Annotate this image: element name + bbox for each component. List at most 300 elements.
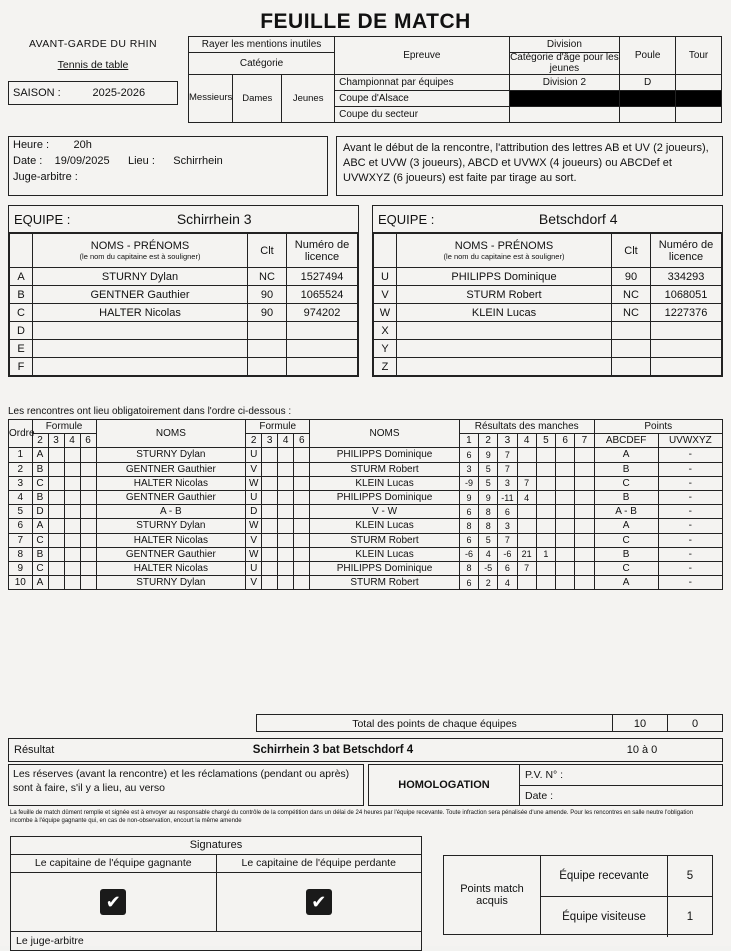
match-fa3-1[interactable] [64,462,80,476]
rayer-label: Rayer les mentions inutiles [189,37,335,53]
match-home-0[interactable]: STURNY Dylan [96,448,246,462]
match-away-0[interactable]: PHILIPPS Dominique [310,448,460,462]
match-away-1[interactable]: STURM Robert [310,462,460,476]
match-set4-7[interactable]: 21 [517,547,536,561]
match-set5-4[interactable] [536,505,555,519]
match-away-3[interactable]: PHILIPPS Dominique [310,490,460,504]
match-fb3-0[interactable] [278,448,294,462]
poule-empty [620,107,676,123]
table-row [541,856,712,897]
match-pb-4[interactable]: - [658,505,722,519]
match-away-5[interactable]: KLEIN Lucas [310,519,460,533]
messieurs-cell[interactable]: Messieurs [189,75,233,123]
match-set1-5[interactable]: 8 [459,519,478,533]
home-row-licence-5[interactable] [287,358,358,376]
match-home-7[interactable]: GENTNER Gauthier [96,547,246,561]
match-fb-4[interactable]: D [246,505,262,519]
match-set1-2[interactable]: -9 [459,476,478,490]
home-row-player-3[interactable] [33,322,248,340]
match-set4-1[interactable] [517,462,536,476]
noms-away-header: NOMS [310,420,460,448]
match-set6-7[interactable] [556,547,575,561]
match-set7-2[interactable] [575,476,594,490]
home-row-licence-4[interactable] [287,340,358,358]
page-title: FEUILLE DE MATCH [260,10,471,33]
match-home-9[interactable]: STURNY Dylan [96,576,246,590]
match-set4-9[interactable] [517,576,536,590]
tour-value[interactable] [676,75,722,91]
table-row [374,268,722,286]
match-set1-4[interactable]: 6 [459,505,478,519]
match-set3-4[interactable]: 6 [498,505,517,519]
match-set1-0[interactable]: 6 [459,448,478,462]
heure-value[interactable]: 20h [73,139,92,151]
match-fa3-5[interactable] [64,519,80,533]
match-set3-8[interactable]: 6 [498,561,517,575]
match-set7-0[interactable] [575,448,594,462]
match-set2-7[interactable]: 4 [479,547,498,561]
match-pb-9[interactable]: - [658,576,722,590]
match-away-4[interactable]: V - W [310,505,460,519]
points-away-value[interactable]: 1 [667,897,712,937]
match-fa-9[interactable]: A [32,576,48,590]
match-fb-3[interactable]: U [246,490,262,504]
home-names-header [33,234,248,268]
manche-col-5: 5 [536,434,555,448]
match-fb2-8[interactable] [262,561,278,575]
match-set3-9[interactable]: 4 [498,576,517,590]
match-fb-5[interactable]: W [246,519,262,533]
match-fb4-0[interactable] [294,448,310,462]
totals-section [8,714,723,732]
match-pb-0[interactable]: - [658,448,722,462]
home-team-block [8,205,359,377]
match-set5-8[interactable] [536,561,555,575]
match-fb2-0[interactable] [262,448,278,462]
match-fb4-6[interactable] [294,533,310,547]
home-row-player-5[interactable] [33,358,248,376]
formule-home-col-1: 3 [48,434,64,448]
match-fb4-5[interactable] [294,519,310,533]
lieu-value[interactable]: Schirrhein [173,155,223,167]
match-fb2-3[interactable] [262,490,278,504]
match-fb2-6[interactable] [262,533,278,547]
match-pa-5[interactable]: A [594,519,658,533]
order-note: Les rencontres ont lieu obligatoirement dans l'ordre ci-dessous : [8,406,292,417]
away-row-clt-5[interactable] [612,358,651,376]
match-pa-4[interactable]: A - B [594,505,658,519]
home-row-player-1[interactable]: GENTNER Gauthier [33,286,248,304]
match-fa-5[interactable]: A [32,519,48,533]
match-set7-6[interactable] [575,533,594,547]
match-fb2-2[interactable] [262,476,278,490]
result-box [8,738,723,762]
away-row-licence-2[interactable]: 1227376 [651,304,722,322]
match-fa2-7[interactable] [48,547,64,561]
home-row-licence-2[interactable]: 974202 [287,304,358,322]
match-pb-1[interactable]: - [658,462,722,476]
home-names-title: NOMS - PRÉNOMS [90,240,190,252]
match-set3-1[interactable]: 7 [498,462,517,476]
match-fb2-5[interactable] [262,519,278,533]
match-home-1[interactable]: GENTNER Gauthier [96,462,246,476]
home-row-clt-2[interactable]: 90 [248,304,287,322]
match-home-5[interactable]: STURNY Dylan [96,519,246,533]
match-set7-8[interactable] [575,561,594,575]
match-set4-5[interactable] [517,519,536,533]
match-pa-6[interactable]: C [594,533,658,547]
epreuve-item-1[interactable]: Coupe d'Alsace [335,91,509,107]
away-row-clt-2[interactable]: NC [612,304,651,322]
match-fa4-6[interactable] [80,533,96,547]
match-set4-2[interactable]: 7 [517,476,536,490]
match-set4-0[interactable] [517,448,536,462]
ordre-header: Ordre [9,420,33,448]
match-pb-5[interactable]: - [658,519,722,533]
match-set2-0[interactable]: 9 [479,448,498,462]
match-set4-4[interactable] [517,505,536,519]
match-fb-9[interactable]: V [246,576,262,590]
match-fa4-4[interactable] [80,505,96,519]
match-fa-8[interactable]: C [32,561,48,575]
match-fb4-3[interactable] [294,490,310,504]
away-team-label: EQUIPE : [378,211,435,227]
match-away-2[interactable]: KLEIN Lucas [310,476,460,490]
match-set3-2[interactable]: 3 [498,476,517,490]
match-pb-3[interactable]: - [658,490,722,504]
teams-section [8,205,723,377]
match-fa3-2[interactable] [64,476,80,490]
match-pa-1[interactable]: B [594,462,658,476]
match-fb3-7[interactable] [278,547,294,561]
match-pa-7[interactable]: B [594,547,658,561]
match-set7-9[interactable] [575,576,594,590]
match-fa2-6[interactable] [48,533,64,547]
away-row-licence-3[interactable] [651,322,722,340]
match-fb4-7[interactable] [294,547,310,561]
match-set4-8[interactable]: 7 [517,561,536,575]
home-names-sub: (le nom du capitaine est à souligner) [79,252,201,261]
match-set5-7[interactable]: 1 [536,547,555,561]
match-ord-4: 5 [9,505,33,519]
match-fb2-9[interactable] [262,576,278,590]
match-fb3-8[interactable] [278,561,294,575]
away-row-player-0[interactable]: PHILIPPS Dominique [397,268,612,286]
match-fa4-8[interactable] [80,561,96,575]
match-set1-6[interactable]: 6 [459,533,478,547]
match-set3-5[interactable]: 3 [498,519,517,533]
meta-left [8,136,328,196]
match-fb3-9[interactable] [278,576,294,590]
home-row-player-0[interactable]: STURNY Dylan [33,268,248,286]
match-set7-3[interactable] [575,490,594,504]
home-clt-header: Clt [248,234,287,268]
match-set1-3[interactable]: 9 [459,490,478,504]
match-set5-3[interactable] [536,490,555,504]
match-pa-0[interactable]: A [594,448,658,462]
match-fa2-0[interactable] [48,448,64,462]
match-fa3-0[interactable] [64,448,80,462]
home-row-player-4[interactable] [33,340,248,358]
match-home-2[interactable]: HALTER Nicolas [96,476,246,490]
match-set5-2[interactable] [536,476,555,490]
match-fb2-4[interactable] [262,505,278,519]
manche-col-3: 3 [498,434,517,448]
match-set4-3[interactable]: 4 [517,490,536,504]
home-row-clt-3[interactable] [248,322,287,340]
season-label: SAISON : [13,87,61,99]
jeunes-cell[interactable]: Jeunes [282,75,335,123]
match-set6-5[interactable] [556,519,575,533]
away-row-licence-4[interactable] [651,340,722,358]
match-set1-1[interactable]: 3 [459,462,478,476]
home-row-clt-4[interactable] [248,340,287,358]
match-fb-8[interactable]: U [246,561,262,575]
match-set1-8[interactable]: 8 [459,561,478,575]
away-team-block [372,205,723,377]
match-fb-2[interactable]: W [246,476,262,490]
match-set1-9[interactable]: 6 [459,576,478,590]
pv-number-field[interactable]: P.V. N° : [520,765,722,786]
away-row-clt-3[interactable] [612,322,651,340]
match-set2-3[interactable]: 9 [479,490,498,504]
match-fa3-6[interactable] [64,533,80,547]
match-fa2-5[interactable] [48,519,64,533]
away-row-player-2[interactable]: KLEIN Lucas [397,304,612,322]
match-home-8[interactable]: HALTER Nicolas [96,561,246,575]
match-set6-1[interactable] [556,462,575,476]
match-fb-0[interactable]: U [246,448,262,462]
match-fb-7[interactable]: W [246,547,262,561]
match-fb2-7[interactable] [262,547,278,561]
match-fa4-3[interactable] [80,490,96,504]
table-row [10,304,358,322]
match-fa2-8[interactable] [48,561,64,575]
home-row-licence-1[interactable]: 1065524 [287,286,358,304]
match-fb-1[interactable]: V [246,462,262,476]
match-pb-6[interactable]: - [658,533,722,547]
match-fa4-1[interactable] [80,462,96,476]
manche-col-4: 4 [517,434,536,448]
home-team-label: EQUIPE : [14,211,71,227]
juge-row [9,169,327,185]
match-set5-5[interactable] [536,519,555,533]
home-row-licence-0[interactable]: 1527494 [287,268,358,286]
club-name: AVANT-GARDE DU RHIN [29,38,157,50]
table-row [10,322,358,340]
home-row-clt-0[interactable]: NC [248,268,287,286]
away-row-clt-4[interactable] [612,340,651,358]
competition-grid [188,36,722,123]
table-row [374,358,722,376]
home-team-header [9,206,358,233]
match-set2-8[interactable]: -5 [479,561,498,575]
away-row-player-3[interactable] [397,322,612,340]
manche-col-2: 2 [479,434,498,448]
match-home-6[interactable]: HALTER Nicolas [96,533,246,547]
match-fa-4[interactable]: D [32,505,48,519]
home-row-clt-1[interactable]: 90 [248,286,287,304]
match-fa3-9[interactable] [64,576,80,590]
formule-home-header: Formule [32,420,96,434]
match-set1-7[interactable]: -6 [459,547,478,561]
match-fb4-2[interactable] [294,476,310,490]
match-pa-8[interactable]: C [594,561,658,575]
match-set3-3[interactable]: -11 [498,490,517,504]
match-ord-1: 2 [9,462,33,476]
match-fa3-7[interactable] [64,547,80,561]
match-set7-5[interactable] [575,519,594,533]
away-row-licence-5[interactable] [651,358,722,376]
signature-winner-area[interactable] [11,873,217,931]
result-label: Résultat [14,744,55,756]
match-set2-5[interactable]: 8 [479,519,498,533]
home-team-name[interactable]: Schirrhein 3 [176,211,252,227]
match-set6-4[interactable] [556,505,575,519]
away-row-clt-0[interactable]: 90 [612,268,651,286]
match-ord-6: 7 [9,533,33,547]
match-fa4-7[interactable] [80,547,96,561]
epreuve-item-0[interactable]: Championnat par équipes [335,75,509,91]
table-row [541,897,712,937]
signature-loser-area[interactable] [217,873,422,931]
match-set3-7[interactable]: -6 [498,547,517,561]
match-pa-3[interactable]: B [594,490,658,504]
home-row-licence-3[interactable] [287,322,358,340]
match-set3-0[interactable]: 7 [498,448,517,462]
match-home-3[interactable]: GENTNER Gauthier [96,490,246,504]
poule-value[interactable]: D [620,75,676,91]
result-text[interactable]: Schirrhein 3 bat Betschdorf 4 [252,744,414,756]
match-fa2-4[interactable] [48,505,64,519]
match-set5-0[interactable] [536,448,555,462]
date-value[interactable]: 19/09/2025 [54,155,110,167]
points-away-label: Équipe visiteuse [562,911,646,923]
home-row-player-2[interactable]: HALTER Nicolas [33,304,248,322]
check-icon: ✔ [306,889,332,915]
totals-home-value[interactable]: 10 [613,714,668,732]
formule-away-col-0: 2 [246,434,262,448]
match-set2-1[interactable]: 5 [479,462,498,476]
match-fb2-1[interactable] [262,462,278,476]
match-set6-3[interactable] [556,490,575,504]
match-fb4-9[interactable] [294,576,310,590]
match-fb3-2[interactable] [278,476,294,490]
epreuve-item-2[interactable]: Coupe du secteur [335,107,509,123]
match-set2-9[interactable]: 2 [479,576,498,590]
season-value[interactable]: 2025-2026 [92,87,146,99]
match-fa2-3[interactable] [48,490,64,504]
match-fa4-9[interactable] [80,576,96,590]
match-fb3-6[interactable] [278,533,294,547]
match-set6-0[interactable] [556,448,575,462]
match-set7-7[interactable] [575,547,594,561]
match-fa-3[interactable]: B [32,490,48,504]
match-pb-8[interactable]: - [658,561,722,575]
match-set3-6[interactable]: 7 [498,533,517,547]
match-fa-1[interactable]: B [32,462,48,476]
away-names-header [397,234,612,268]
home-row-clt-5[interactable] [248,358,287,376]
match-away-7[interactable]: KLEIN Lucas [310,547,460,561]
away-row-licence-0[interactable]: 334293 [651,268,722,286]
match-away-6[interactable]: STURM Robert [310,533,460,547]
match-fb4-4[interactable] [294,505,310,519]
match-away-8[interactable]: PHILIPPS Dominique [310,561,460,575]
match-set5-9[interactable] [536,576,555,590]
match-set5-6[interactable] [536,533,555,547]
match-fa2-2[interactable] [48,476,64,490]
points-home-label: Équipe recevante [559,870,649,882]
division-value[interactable]: Division 2 [509,75,620,91]
match-set7-4[interactable] [575,505,594,519]
away-row-player-1[interactable]: STURM Robert [397,286,612,304]
away-row-player-5[interactable] [397,358,612,376]
match-fa-0[interactable]: A [32,448,48,462]
match-away-9[interactable]: STURM Robert [310,576,460,590]
match-fa2-1[interactable] [48,462,64,476]
dames-cell[interactable]: Dames [233,75,282,123]
match-set5-1[interactable] [536,462,555,476]
match-set2-6[interactable]: 5 [479,533,498,547]
match-fb4-1[interactable] [294,462,310,476]
away-row-licence-1[interactable]: 1068051 [651,286,722,304]
manche-col-6: 6 [556,434,575,448]
match-fb3-1[interactable] [278,462,294,476]
away-row-player-4[interactable] [397,340,612,358]
match-fa2-9[interactable] [48,576,64,590]
match-pb-7[interactable]: - [658,547,722,561]
match-fa4-0[interactable] [80,448,96,462]
match-fb3-3[interactable] [278,490,294,504]
totals-away-value[interactable]: 0 [668,714,723,732]
match-fa4-2[interactable] [80,476,96,490]
match-fa-6[interactable]: C [32,533,48,547]
match-set6-2[interactable] [556,476,575,490]
match-set2-4[interactable]: 8 [479,505,498,519]
match-set6-6[interactable] [556,533,575,547]
match-fb3-5[interactable] [278,519,294,533]
matches-section [8,406,723,590]
match-fb4-8[interactable] [294,561,310,575]
match-pa-9[interactable]: A [594,576,658,590]
match-fb3-4[interactable] [278,505,294,519]
match-home-4[interactable]: A - B [96,505,246,519]
match-fa-2[interactable]: C [32,476,48,490]
points-home-value[interactable]: 5 [667,856,712,896]
match-set2-2[interactable]: 5 [479,476,498,490]
result-score[interactable]: 10 à 0 [626,744,658,756]
match-set7-1[interactable] [575,462,594,476]
match-set6-9[interactable] [556,576,575,590]
match-pa-2[interactable]: C [594,476,658,490]
away-team-table [373,233,722,376]
points-header: Points [594,420,722,434]
match-fa3-3[interactable] [64,490,80,504]
away-row-clt-1[interactable]: NC [612,286,651,304]
match-fa-7[interactable]: B [32,547,48,561]
match-set6-8[interactable] [556,561,575,575]
match-fa4-5[interactable] [80,519,96,533]
match-set4-6[interactable] [517,533,536,547]
match-fa3-8[interactable] [64,561,80,575]
homologation-date-field[interactable]: Date : [525,790,554,802]
match-ord-2: 3 [9,476,33,490]
match-pb-2[interactable]: - [658,476,722,490]
away-team-name[interactable]: Betschdorf 4 [538,211,618,227]
match-fa3-4[interactable] [64,505,80,519]
match-fb-6[interactable]: V [246,533,262,547]
